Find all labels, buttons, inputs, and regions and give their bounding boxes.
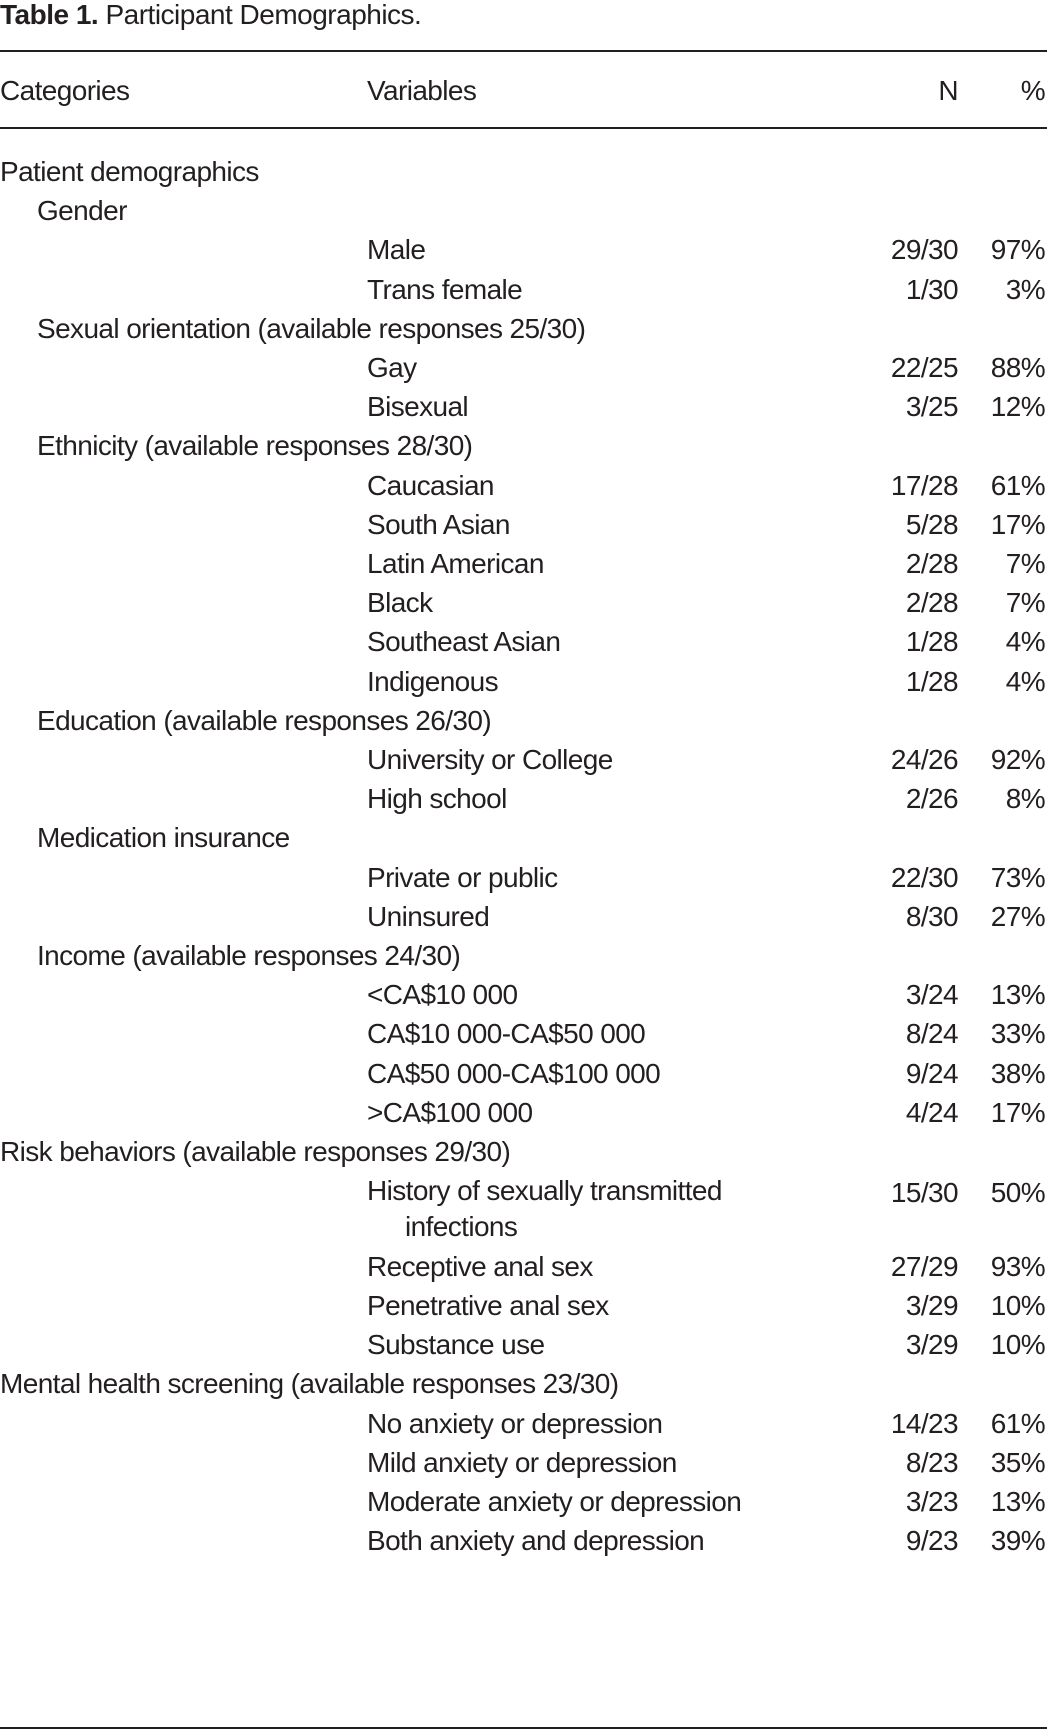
table-row (0, 270, 1047, 309)
variable-label: Southeast Asian (367, 626, 561, 658)
header-row (0, 71, 1047, 110)
n-value: 8/30 (905, 900, 958, 932)
pct-value: 88% (990, 352, 1045, 383)
variable-label: Uninsured (367, 900, 490, 932)
variable-label: No anxiety or depression (367, 1407, 663, 1439)
table-row (0, 505, 1047, 544)
category-row (0, 1364, 1047, 1403)
category-label: Risk behaviors (available responses 29/30) (0, 1136, 511, 1167)
n-value: 9/24 (905, 1057, 958, 1089)
category-label: Mental health screening (available responses 23/30) (0, 1368, 619, 1400)
pct-value: 7% (1005, 548, 1045, 579)
n-value: 2/28 (905, 587, 958, 619)
table-row (0, 975, 1047, 1014)
n-value: 4/24 (905, 1096, 958, 1128)
table-row (0, 1054, 1047, 1093)
table-row (0, 1093, 1047, 1132)
table-row (0, 230, 1047, 269)
table-row (0, 1404, 1047, 1443)
n-value: 22/25 (890, 352, 958, 383)
variable-label: Indigenous (367, 665, 499, 697)
table-row (0, 622, 1047, 661)
category-label: Patient demographics (0, 156, 259, 187)
pct-value: 10% (990, 1329, 1045, 1361)
table-label: Table 1. (0, 0, 99, 30)
variable-label: Caucasian (367, 469, 494, 501)
pct-value: 33% (990, 1018, 1045, 1050)
subcategory-row (0, 191, 1047, 230)
header-n: N (938, 75, 958, 106)
subcategory-label: Medication insurance (37, 822, 290, 854)
n-value: 24/26 (890, 744, 958, 775)
table-row (0, 1171, 1047, 1249)
n-value: 22/30 (890, 861, 958, 893)
n-value: 15/30 (890, 1177, 958, 1209)
table-title: Participant Demographics. (105, 0, 422, 30)
variable-label: Substance use (367, 1329, 545, 1361)
variable-label (367, 1173, 722, 1245)
header-variables: Variables (367, 75, 477, 106)
table-row (0, 662, 1047, 701)
variable-label: Male (367, 234, 426, 266)
table-row (0, 1482, 1047, 1521)
variable-label: South Asian (367, 508, 510, 540)
pct-value: 13% (990, 979, 1045, 1011)
table-caption (0, 0, 421, 34)
subcategory-label: Gender (37, 195, 127, 227)
pct-value: 17% (990, 1096, 1045, 1128)
header-rule (0, 127, 1047, 129)
pct-value: 7% (1005, 587, 1045, 619)
table-row (0, 1014, 1047, 1053)
pct-value: 8% (1005, 783, 1045, 815)
n-value: 1/28 (905, 665, 958, 697)
n-value: 9/23 (905, 1525, 958, 1557)
pct-value: 50% (990, 1177, 1045, 1209)
n-value: 17/28 (890, 469, 958, 501)
n-value: 3/25 (905, 391, 958, 423)
table-row (0, 740, 1047, 779)
header-categories: Categories (0, 75, 130, 106)
variable-label: Latin American (367, 548, 544, 579)
pct-value: 92% (990, 744, 1045, 775)
subcategory-row (0, 426, 1047, 465)
category-row (0, 1132, 1047, 1171)
pct-value: 4% (1005, 626, 1045, 658)
table-row (0, 858, 1047, 897)
pct-value: 10% (990, 1290, 1045, 1322)
variable-label: Mild anxiety or depression (367, 1446, 677, 1478)
subcategory-label: Education (available responses 26/30) (37, 704, 492, 736)
table-row (0, 348, 1047, 387)
variable-label-line2: infections (405, 1211, 518, 1243)
variable-label: Black (367, 587, 433, 619)
pct-value: 73% (990, 861, 1045, 893)
n-value: 14/23 (890, 1407, 958, 1439)
subcategory-label: Ethnicity (available responses 28/30) (37, 430, 473, 462)
variable-label: University or College (367, 744, 613, 775)
pct-value: 61% (990, 469, 1045, 501)
subcategory-row (0, 309, 1047, 348)
variable-label: Gay (367, 352, 417, 383)
variable-label: Penetrative anal sex (367, 1290, 609, 1322)
n-value: 3/29 (905, 1290, 958, 1322)
variable-label-line1: History of sexually transmitted (367, 1175, 722, 1207)
n-value: 3/23 (905, 1486, 958, 1518)
variable-label: Moderate anxiety or depression (367, 1486, 742, 1518)
table-row (0, 897, 1047, 936)
n-value: 8/23 (905, 1446, 958, 1478)
n-value: 3/29 (905, 1329, 958, 1361)
subcategory-row (0, 701, 1047, 740)
pct-value: 97% (990, 234, 1045, 266)
n-value: 27/29 (890, 1250, 958, 1282)
variable-label: Trans female (367, 273, 523, 305)
n-value: 5/28 (905, 508, 958, 540)
table-row (0, 1443, 1047, 1482)
variable-label: Receptive anal sex (367, 1250, 593, 1282)
top-rule (0, 50, 1047, 52)
variable-label: Bisexual (367, 391, 469, 423)
table-row (0, 544, 1047, 583)
table-row (0, 387, 1047, 426)
subcategory-label: Income (available responses 24/30) (37, 940, 461, 971)
subcategory-row (0, 818, 1047, 857)
pct-value: 4% (1005, 665, 1045, 697)
n-value: 8/24 (905, 1018, 958, 1050)
pct-value: 27% (990, 900, 1045, 932)
pct-value: 39% (990, 1525, 1045, 1557)
n-value: 3/24 (905, 979, 958, 1011)
table-row (0, 1247, 1047, 1286)
pct-value: 35% (990, 1446, 1045, 1478)
subcategory-label: Sexual orientation (available responses 25/30) (37, 312, 586, 344)
variable-label: <CA$10 000 (367, 979, 518, 1011)
table-row (0, 1286, 1047, 1325)
variable-label: CA$10 000-CA$50 000 (367, 1018, 646, 1050)
n-value: 2/28 (905, 548, 958, 579)
pct-value: 13% (990, 1486, 1045, 1518)
pct-value: 93% (990, 1250, 1045, 1282)
pct-value: 3% (1005, 273, 1045, 305)
bottom-rule (0, 1727, 1047, 1729)
category-row (0, 152, 1047, 191)
pct-value: 12% (990, 391, 1045, 423)
variable-label: Both anxiety and depression (367, 1525, 705, 1557)
n-value: 2/26 (905, 783, 958, 815)
pct-value: 61% (990, 1407, 1045, 1439)
variable-label: >CA$100 000 (367, 1096, 533, 1128)
variable-label: High school (367, 783, 507, 815)
pct-value: 38% (990, 1057, 1045, 1089)
variable-label: CA$50 000-CA$100 000 (367, 1057, 661, 1089)
pct-value: 17% (990, 508, 1045, 540)
header-pct: % (1020, 75, 1045, 106)
subcategory-row (0, 936, 1047, 975)
n-value: 29/30 (890, 234, 958, 266)
table-row (0, 1521, 1047, 1560)
table-row (0, 583, 1047, 622)
variable-label: Private or public (367, 861, 558, 893)
table-row (0, 466, 1047, 505)
table-row (0, 779, 1047, 818)
n-value: 1/30 (905, 273, 958, 305)
n-value: 1/28 (905, 626, 958, 658)
table-row (0, 1325, 1047, 1364)
